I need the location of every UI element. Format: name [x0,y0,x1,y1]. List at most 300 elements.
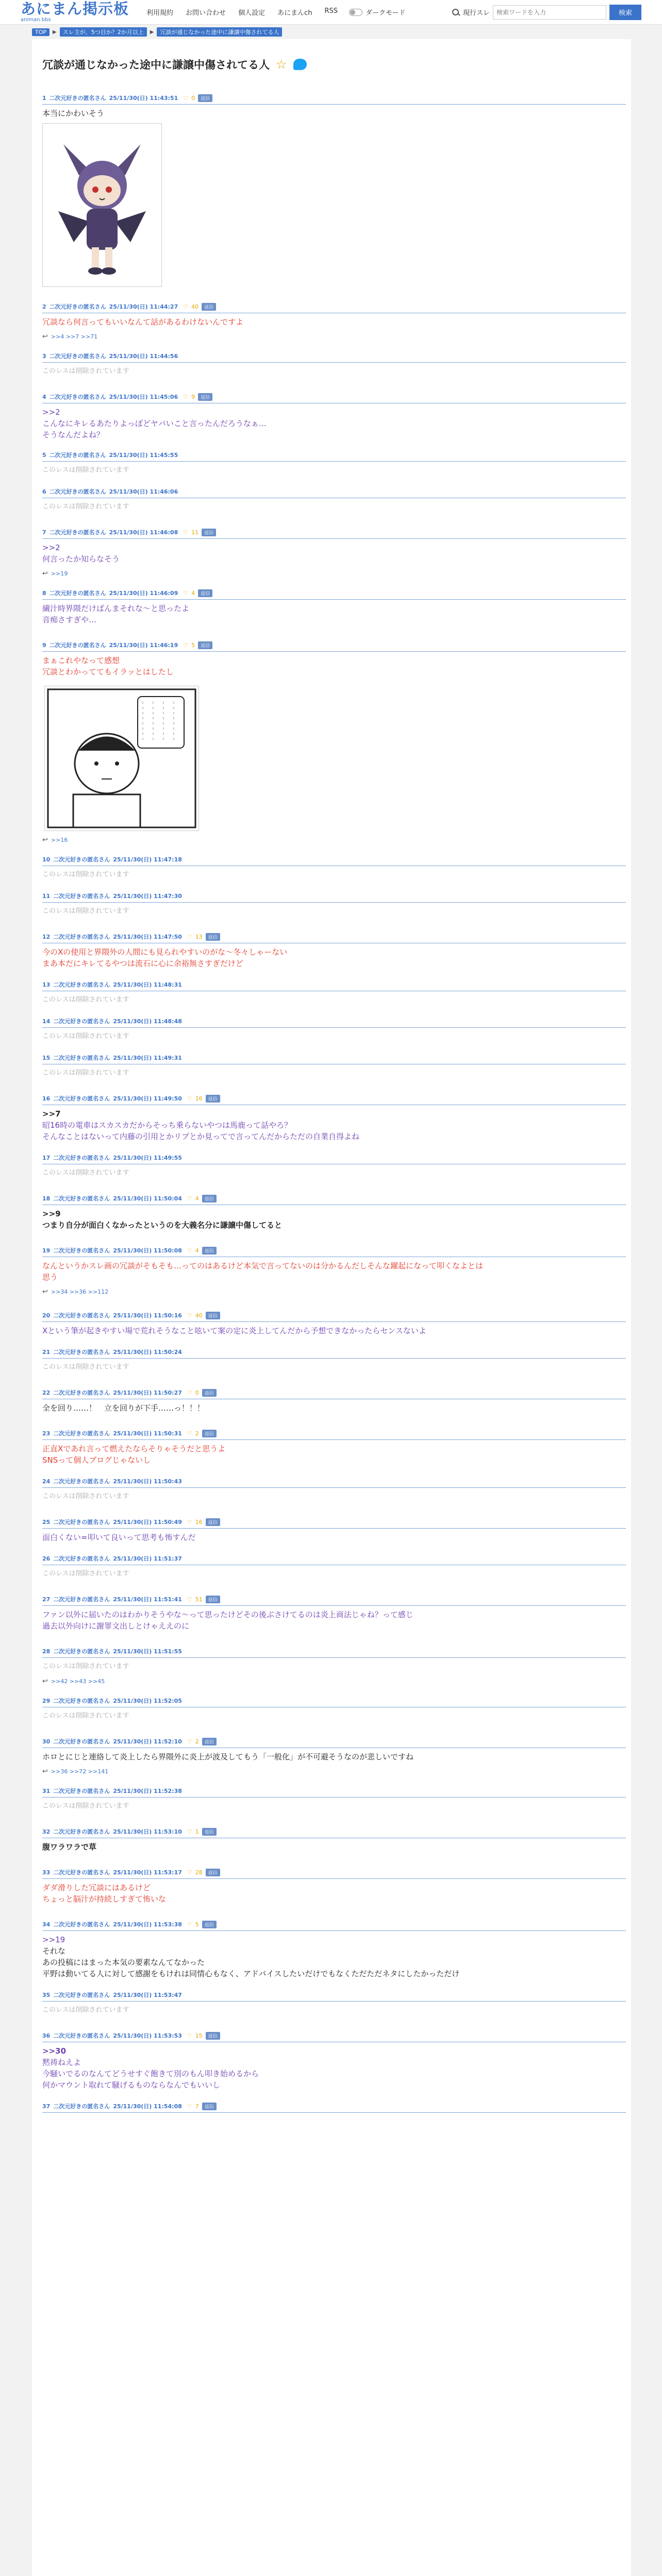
deleted-notice: このレスは削除されています [42,1570,129,1578]
post-header [42,1347,626,1357]
post-header [42,1919,626,1929]
like-heart-icon[interactable]: ♡ [187,1596,192,1603]
top-nav [146,7,338,17]
post-number[interactable]: 36 [42,2032,51,2039]
post-date: 25/11/30(日) 11:49:50 [113,1095,182,1102]
post-author-name: 二次元好きの匿名さん [53,1430,110,1437]
post-author-name: 二次元好きの匿名さん [49,488,106,495]
reply-reference-links[interactable]: >>19 [51,570,68,577]
like-heart-icon[interactable]: ♡ [187,1738,192,1745]
post-list [32,93,631,2113]
like-count: 7 [195,2103,199,2110]
post-number[interactable]: 5 [42,451,46,459]
post-body [42,1031,626,1042]
post [32,854,631,880]
post [32,979,631,1006]
post-header [42,1517,626,1527]
reply-button[interactable]: 返信 [206,1312,220,1319]
twitter-share-icon[interactable] [293,59,307,70]
post-header [42,1696,626,1706]
post-body [42,2005,626,2016]
like-count: 2 [195,1738,199,1745]
nav-rss[interactable]: RSS [324,7,338,15]
breadcrumb-board[interactable]: スレ主が、5つ目か？2か月以上 [60,27,147,37]
post-author-name: 二次元好きの匿名さん [53,981,110,988]
post-divider [42,1321,626,1322]
post-number[interactable]: 24 [42,1478,51,1485]
post-date: 25/11/30(日) 11:52:10 [113,1738,182,1745]
post-header [42,1867,626,1877]
post-author-name: 二次元好きの匿名さん [53,934,110,940]
post-date: 25/11/30(日) 11:54:08 [113,2103,182,2110]
like-count: 9 [191,393,195,400]
post-text-line: 冗談とわかっててもイラッとはしたし [42,667,174,676]
post-date: 25/11/30(日) 11:49:55 [113,1155,182,1161]
post [32,1553,631,1580]
post-text-line: Xという筆が起きやすい場で荒れそうなこと呟いて案の定に炎上してんだから予想できなかったらセンスないよ [42,1326,426,1335]
post-divider [42,1528,626,1529]
post [32,450,631,476]
search-scope-select[interactable]: 現行スレ [462,9,490,17]
reply-anchor-link[interactable]: >>7 [42,1109,61,1118]
like-heart-icon[interactable]: ♡ [187,933,192,940]
post [32,1990,631,2016]
post [32,93,631,287]
deleted-notice: このレスは削除されています [42,871,129,878]
post-date: 25/11/30(日) 11:53:10 [113,1828,182,1835]
reply-button[interactable]: 返信 [206,1596,220,1603]
reply-anchor-link[interactable]: >>30 [42,2046,67,2056]
post [32,1347,631,1373]
search-area [452,5,641,20]
post-body [42,1661,626,1672]
search-input[interactable] [493,5,606,20]
reply-references [42,570,626,578]
post-text-line: あの投稿にはまった本気の要素なんてなかった [42,1958,205,1967]
post-header [42,450,626,460]
post [32,1786,631,1812]
post-number[interactable]: 30 [42,1738,51,1745]
reply-reference-links[interactable]: >>16 [51,837,68,843]
post-number[interactable]: 7 [42,529,46,536]
reply-button[interactable]: 返信 [198,589,212,597]
nav-contact[interactable]: お問い合わせ [186,9,226,17]
post-divider [42,651,626,652]
post-author-name: 二次元好きの匿名さん [49,394,106,400]
reply-reference-links[interactable]: >>34 >>36 >>112 [51,1289,109,1295]
reply-button[interactable]: 返信 [206,933,220,941]
reply-button[interactable]: 返信 [202,1247,217,1255]
deleted-notice: このレスは削除されています [42,996,129,1004]
post-date: 25/11/30(日) 11:52:05 [113,1698,182,1704]
reply-button[interactable]: 返信 [202,1430,217,1437]
post-divider [42,1439,626,1440]
post-date: 25/11/30(日) 11:53:53 [113,2032,182,2039]
deleted-notice: このレスは削除されています [42,907,129,915]
post-number[interactable]: 22 [42,1389,51,1396]
post-text-line: そんなことはないって内藤の引用とかリプとか見ってで言ってんだからただの自業自得よね [42,1132,360,1141]
post-author-name: 二次元好きの匿名さん [53,1869,110,1876]
post-divider [42,538,626,539]
post-number[interactable]: 9 [42,641,46,649]
post-body [42,994,626,1006]
post-number[interactable]: 2 [42,303,46,310]
post-body [42,1801,626,1812]
post-text-line: ファン以外に届いたのはわかりそうやな～って思ったけどその後ぶさけてるのは炎上商法じゃね？って感じ [42,1610,413,1619]
post-date: 25/11/30(日) 11:48:31 [113,981,182,988]
post-number[interactable]: 10 [42,856,51,863]
post-header [42,301,626,312]
reply-reference-links[interactable]: >>36 >>72 >>141 [51,1768,109,1775]
post-number[interactable]: 15 [42,1054,51,1061]
reply-button[interactable]: 返信 [206,1518,220,1526]
post-number[interactable]: 6 [42,488,46,495]
post-number[interactable]: 13 [42,981,51,988]
like-heart-icon[interactable]: ♡ [187,2103,192,2110]
post-author-name: 二次元好きの匿名さん [53,1312,110,1319]
reply-button[interactable]: 返信 [198,641,212,649]
reply-arrow-icon: ↩ [42,570,48,578]
post-author-name: 二次元好きの匿名さん [53,1018,110,1025]
dark-mode-label: ダークモード [366,9,406,17]
like-heart-icon[interactable]: ♡ [187,1828,192,1835]
post-divider [42,362,626,363]
post [32,1594,631,1632]
post-date: 25/11/30(日) 11:52:38 [113,1788,182,1794]
deleted-notice: このレスは削除されています [42,1363,129,1371]
deleted-notice: このレスは削除されています [42,1802,129,1810]
post-date: 25/11/30(日) 11:51:55 [113,1648,182,1655]
post-author-name: 二次元好きの匿名さん [53,893,110,900]
thread-title: 冗談が通じなかった途中に謙譲中傷されてる人 [42,59,270,71]
bat-character-illustration [43,124,161,286]
post-text-line: なんというかスレ画の冗談がそもそも…ってのはあるけど本気で言ってないのは分かるんだしそんな躍起になって叩くなよとは [42,1261,484,1270]
like-heart-icon[interactable]: ♡ [183,589,189,597]
post-date: 25/11/30(日) 11:44:27 [109,303,178,310]
breadcrumb-separator-icon: ▶ [150,29,154,35]
deleted-notice: このレスは削除されています [42,1032,129,1040]
post-text-line: 昭16時の電車はスカスカだからそっち乗らないやつは馬鹿って話やろ？ [42,1121,292,1130]
post-number[interactable]: 34 [42,1921,51,1928]
post-header [42,1553,626,1564]
post [32,301,631,341]
post-author-name: 二次元好きの匿名さん [49,95,106,101]
post-number[interactable]: 12 [42,933,51,940]
post-number[interactable]: 8 [42,589,46,597]
post [32,640,631,844]
post-number[interactable]: 29 [42,1697,51,1704]
reply-button[interactable]: 返信 [206,1869,220,1876]
post-text-line: 繊汁時界隈だけばんまそれな～と思ったよ [42,604,190,613]
post-number[interactable]: 14 [42,1018,51,1025]
post-date: 25/11/30(日) 11:50:49 [113,1519,182,1526]
post-header [42,1093,626,1104]
post-divider [42,2112,626,2113]
reply-anchor-link[interactable]: >>2 [42,543,60,552]
post-body [42,1325,626,1336]
post-divider [42,2001,626,2002]
post [32,1053,631,1079]
post-text-line: 冗談なら何言ってもいいなんて話があるわけないんですよ [42,317,244,327]
post-body [42,946,626,969]
post [32,1646,631,1685]
post-number[interactable]: 3 [42,352,46,360]
like-heart-icon[interactable]: ♡ [187,1430,192,1437]
post-body [42,465,626,476]
post [32,1736,631,1775]
post-number[interactable]: 11 [42,892,51,900]
post-header [42,1193,626,1204]
reply-reference-links[interactable]: >>4 >>7 >>71 [51,333,98,340]
logo-title[interactable]: あにまん掲示板 [21,0,129,18]
post [32,891,631,917]
post-image-thumbnail[interactable] [44,686,199,831]
post-divider [42,1027,626,1028]
post-date: 25/11/30(日) 11:45:55 [109,452,178,459]
post-number[interactable]: 4 [42,393,46,400]
post [32,1428,631,1466]
reply-button[interactable]: 返信 [202,1195,217,1202]
post-divider [42,1878,626,1879]
post-header [42,588,626,598]
post-text-line: SNSって個人ブログじゃないし [42,1455,151,1465]
post-number[interactable]: 27 [42,1596,51,1603]
post-number[interactable]: 21 [42,1348,51,1355]
like-heart-icon[interactable]: ♡ [183,393,189,400]
deleted-notice: このレスは削除されています [42,1493,129,1500]
like-count: 51 [195,1596,203,1603]
reply-button[interactable]: 返信 [202,1921,217,1928]
post-divider [42,1605,626,1606]
post-number[interactable]: 35 [42,1991,51,1998]
post-number[interactable]: 17 [42,1154,51,1161]
reply-button[interactable]: 返信 [202,1738,217,1745]
breadcrumb-separator-icon: ▶ [53,29,57,35]
post-divider [42,599,626,600]
post-date: 25/11/30(日) 11:46:19 [109,642,178,649]
post-number[interactable]: 25 [42,1518,51,1526]
post-author-name: 二次元好きの匿名さん [49,590,106,597]
reply-button[interactable]: 返信 [198,94,212,102]
post-divider [42,1930,626,1931]
like-count: 4 [195,1195,199,1202]
post-number[interactable]: 19 [42,1247,51,1254]
post-body [42,1362,626,1373]
post-header [42,2030,626,2041]
post-author-name: 二次元好きの匿名さん [53,1055,110,1061]
post-image-thumbnail[interactable] [42,123,162,287]
post-text-line: それな [42,1946,66,1956]
reply-button[interactable]: 返信 [202,529,216,536]
post-text-line: まあ本だにキレてるやつは流石に心に余裕無さすぎだけど [42,959,243,968]
post-body [42,1841,626,1853]
nav-animanch[interactable]: あにまんch [277,9,312,17]
post-date: 25/11/30(日) 11:46:09 [109,590,178,597]
post-number[interactable]: 23 [42,1430,51,1437]
post-text-line: 今のXの使用と界隈外の人間にも見られやすいのがな～冬々しゃーない [42,947,288,957]
dark-mode-toggle[interactable] [349,7,405,17]
breadcrumb-top[interactable]: TOP [32,28,49,36]
post-date: 25/11/30(日) 11:47:18 [113,856,182,863]
post [32,1919,631,1979]
like-heart-icon[interactable]: ♡ [187,1869,192,1876]
post-date: 25/11/30(日) 11:50:04 [113,1195,182,1202]
post-header [42,1594,626,1604]
post-body [42,2045,626,2091]
reply-references [42,1677,626,1685]
like-count: 5 [191,641,195,649]
reply-references [42,836,626,844]
deleted-notice: このレスは削除されています [42,2006,129,2014]
post-body [42,406,626,440]
like-heart-icon[interactable]: ♡ [183,529,189,536]
like-count: 0 [191,94,195,101]
post-header [42,1646,626,1656]
like-count: 11 [191,529,199,536]
reply-button[interactable]: 返信 [202,1389,217,1397]
post-divider [42,902,626,903]
post-author-name: 二次元好きの匿名さん [53,1519,110,1526]
post-header [42,392,626,402]
deleted-notice: このレスは削除されています [42,1712,129,1720]
post-author-name: 二次元好きの匿名さん [53,1555,110,1562]
deleted-notice: このレスは削除されています [42,1069,129,1077]
nav-settings[interactable]: 個人設定 [238,9,266,17]
reply-anchor-link[interactable]: >>2 [42,408,60,417]
post-author-name: 二次元好きの匿名さん [53,1155,110,1161]
post-author-name: 二次元好きの匿名さん [53,1389,110,1396]
like-heart-icon[interactable]: ♡ [187,1095,192,1102]
deleted-notice: このレスは削除されています [42,466,129,474]
reply-arrow-icon: ↩ [42,1768,48,1775]
like-heart-icon[interactable]: ♡ [187,1389,192,1396]
post-number[interactable]: 33 [42,1869,51,1876]
reply-button[interactable]: 返信 [202,303,216,311]
reply-button[interactable]: 返信 [206,1095,220,1103]
breadcrumb-thread[interactable]: 冗談が通じなかった途中に謙譲中傷されてる人 [157,27,282,37]
like-count: 4 [191,589,195,597]
post-number[interactable]: 16 [42,1095,51,1102]
post-author-name: 二次元好きの匿名さん [53,2103,110,2110]
favorite-star-icon[interactable]: ☆ [276,57,287,72]
post-divider [42,1487,626,1488]
reply-button[interactable]: 返信 [206,2032,220,2040]
post-author-name: 二次元好きの匿名さん [53,1247,110,1254]
like-heart-icon[interactable]: ♡ [187,1518,192,1526]
reply-anchor-link[interactable]: >>19 [42,1935,65,1944]
site-logo[interactable] [21,2,129,23]
post-author-name: 二次元好きの匿名さん [53,1738,110,1745]
post-divider [42,1797,626,1798]
post-header [42,1786,626,1796]
post-date: 25/11/30(日) 11:49:31 [113,1055,182,1061]
post-number[interactable]: 37 [42,2103,51,2110]
post-number[interactable]: 20 [42,1312,51,1319]
like-count: 15 [195,2032,203,2039]
post-author-name: 二次元好きの匿名さん [49,452,106,459]
reply-button[interactable]: 返信 [202,2103,217,2110]
like-heart-icon[interactable]: ♡ [183,94,189,101]
post-date: 25/11/30(日) 11:53:17 [113,1869,182,1876]
like-heart-icon[interactable]: ♡ [187,1921,192,1928]
like-heart-icon[interactable]: ♡ [187,1312,192,1319]
post [32,931,631,969]
like-count: 0 [195,1389,199,1396]
post [32,351,631,377]
post [32,1016,631,1042]
reply-arrow-icon: ↩ [42,333,48,341]
post [32,486,631,513]
like-heart-icon[interactable]: ♡ [183,641,189,649]
post-divider [42,1358,626,1359]
post-number[interactable]: 1 [42,94,46,101]
post-number[interactable]: 28 [42,1648,51,1655]
post-text-line: 思う [42,1273,58,1282]
reply-anchor-link[interactable]: >>9 [42,1209,61,1218]
post-text-line: 全を回り……！ 立を回りが下手……っ！！！ [42,1403,205,1413]
deleted-notice: このレスは削除されています [42,1663,129,1670]
post-body [42,1568,626,1580]
post-date: 25/11/30(日) 11:43:51 [109,95,178,101]
post [32,1476,631,1502]
post-header [42,1428,626,1438]
search-button[interactable]: 検索 [609,5,641,20]
like-count: 1 [195,1828,199,1835]
post-date: 25/11/30(日) 11:51:41 [113,1596,182,1603]
post-divider [42,104,626,105]
nav-terms[interactable]: 利用規約 [146,9,174,17]
like-count: 28 [195,1869,203,1876]
post-number[interactable]: 31 [42,1787,51,1794]
toggle-switch[interactable] [349,9,362,16]
post-header [42,351,626,361]
post-number[interactable]: 32 [42,1828,51,1835]
post-author-name: 二次元好きの匿名さん [53,1195,110,1202]
post-body [42,316,626,328]
like-count: 13 [195,933,203,940]
like-heart-icon[interactable]: ♡ [187,1195,192,1202]
post-date: 25/11/30(日) 11:46:06 [109,488,178,495]
post-author-name: 二次元好きの匿名さん [53,1698,110,1704]
post-author-name: 二次元好きの匿名さん [49,529,106,536]
toggle-knob [350,10,355,15]
like-count: 2 [195,1430,199,1437]
post-body [42,906,626,917]
reply-reference-links[interactable]: >>42 >>43 >>45 [51,1678,105,1685]
breadcrumb [0,25,662,39]
post-text-line: 腹ワラワラで草 [42,1842,97,1852]
post-date: 25/11/30(日) 11:50:24 [113,1349,182,1355]
reply-button[interactable]: 返信 [198,393,212,401]
post-text-line: ちょっと脳汁が持続しすぎて怖いな [42,1894,167,1904]
like-count: 5 [195,1921,199,1928]
like-heart-icon[interactable]: ♡ [183,303,189,310]
post-author-name: 二次元好きの匿名さん [49,303,106,310]
like-count: 16 [195,1095,203,1102]
like-heart-icon[interactable]: ♡ [187,2032,192,2039]
post-author-name: 二次元好きの匿名さん [53,1596,110,1603]
like-heart-icon[interactable]: ♡ [187,1247,192,1254]
post-body [42,542,626,565]
post-text-line: 今騒いでるのなんてどうせすぐ飽きて別のもん叩き始めるから [42,2069,259,2078]
reply-button[interactable]: 返信 [202,1828,217,1836]
post-body [42,1751,626,1762]
post-number[interactable]: 26 [42,1555,51,1562]
post-number[interactable]: 18 [42,1195,51,1202]
post-header [42,1476,626,1486]
manga-panel-illustration [45,686,198,831]
deleted-notice: このレスは削除されています [42,503,129,511]
